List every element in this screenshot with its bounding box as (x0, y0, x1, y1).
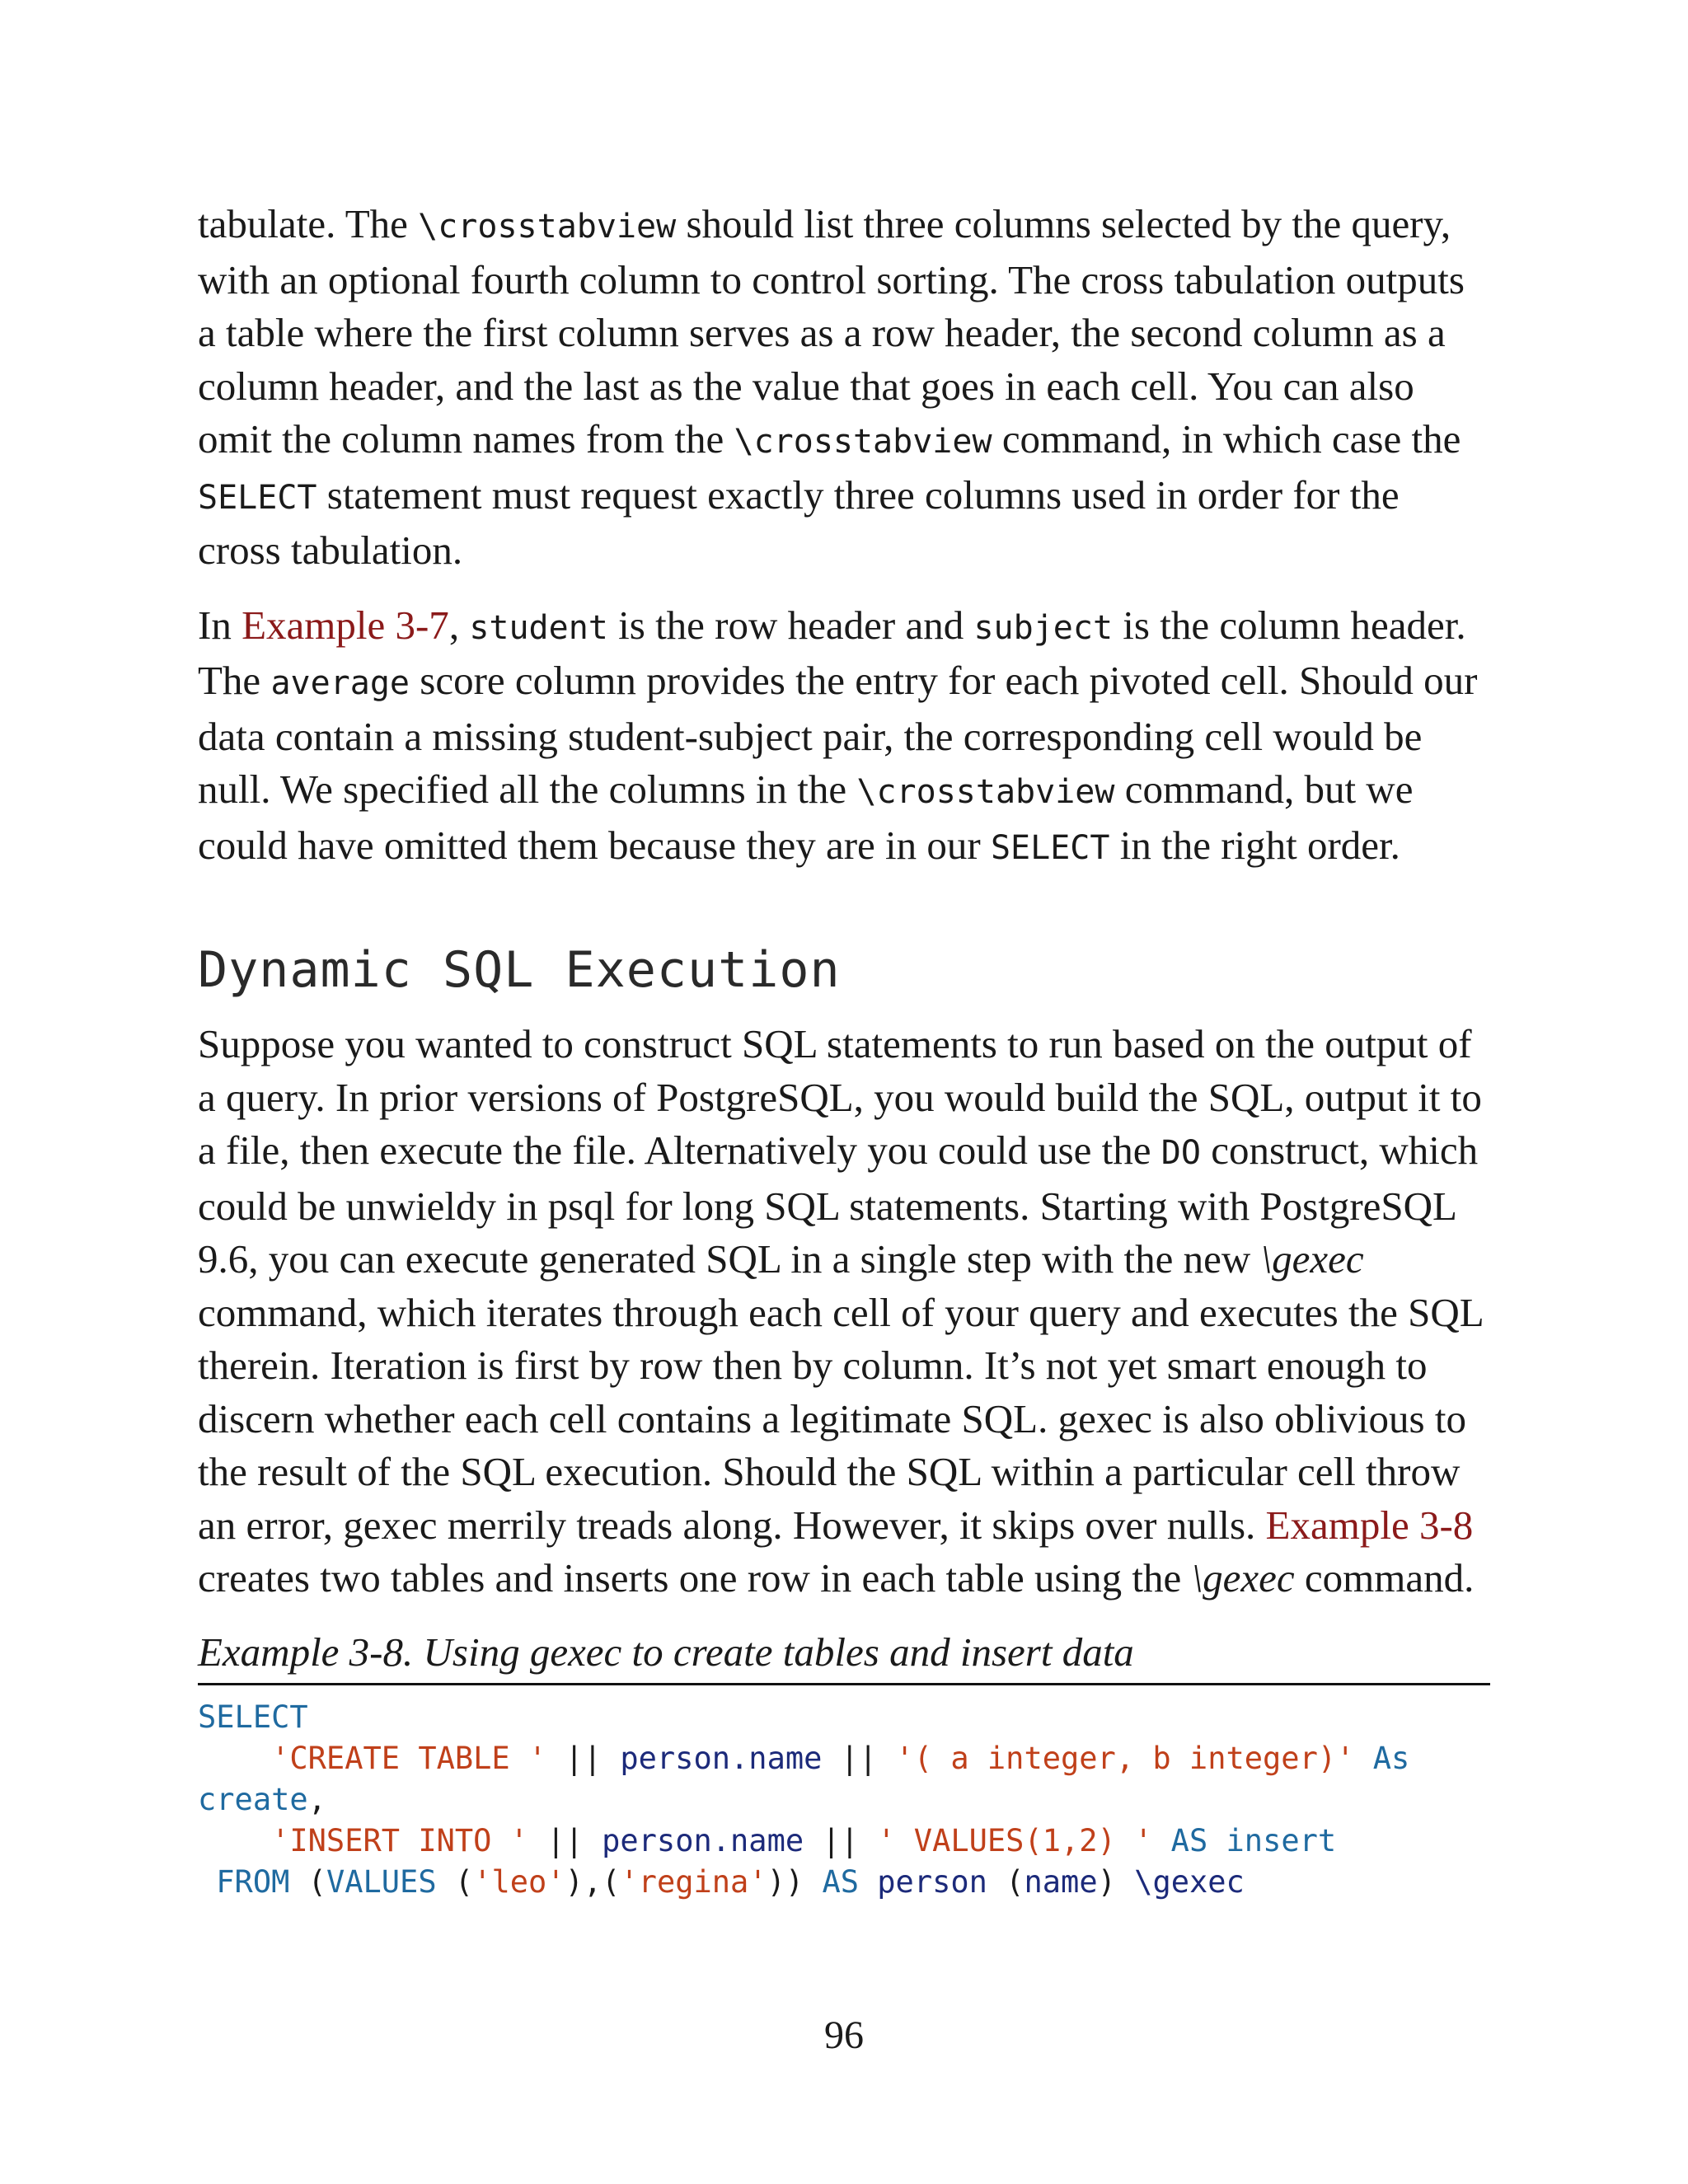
text-run: Suppose you wanted to construct SQL statements to run based on the output of a query. In prior versions of PostgreSQL, you would build the SQL, output it to a file, then execute the file. Alternatively you could use the (198, 1021, 1482, 1173)
code-operator: || (804, 1822, 878, 1858)
code-operator: || (822, 1740, 896, 1776)
code-punctuation: ( (436, 1863, 474, 1900)
text-run: in the right order. (1109, 822, 1400, 868)
code-keyword: FROM (216, 1863, 290, 1900)
code-string: 'INSERT INTO ' (271, 1822, 528, 1858)
code-indent (198, 1741, 271, 1776)
example-caption: Example 3-8. Using gexec to create tables and insert data (198, 1627, 1490, 1685)
inline-code: \crosstabview (856, 773, 1115, 811)
code-keyword: create (198, 1781, 308, 1817)
link-example-3-7[interactable]: Example 3-7 (241, 602, 449, 648)
text-run: statement must request exactly three columns used in order for the cross tabulation. (198, 471, 1400, 573)
text-run: , (448, 602, 470, 648)
code-punctuation: )) (767, 1863, 823, 1900)
page-number: 96 (824, 2013, 864, 2057)
emphasis-command: \gexec (1260, 1236, 1364, 1282)
emphasis-command: \gexec (1191, 1555, 1295, 1601)
code-space (1152, 1823, 1170, 1858)
code-operator: || (528, 1822, 603, 1858)
text-run: should list three columns selected by the query, with an optional fourth column to control sorting. The cross tabulation outputs a table where the first column serves as a row header, the second column as a column header, and the last as the value that goes in each cell. You can also omit the column names from the (198, 201, 1465, 462)
page-content (198, 198, 1490, 1903)
text-run: is the row header and (607, 602, 974, 648)
code-punctuation: ) (1097, 1863, 1135, 1900)
code-keyword: insert (1226, 1822, 1337, 1858)
code-punctuation: , (307, 1781, 326, 1817)
code-block (198, 1697, 1490, 1903)
code-string: '( a integer, b integer)' (895, 1740, 1355, 1776)
code-keyword: SELECT (198, 1699, 308, 1735)
code-punctuation: ( (987, 1863, 1025, 1900)
code-space (1207, 1823, 1226, 1858)
text-run: command, but we could have omitted them because they are in our (198, 766, 1414, 868)
code-string: 'leo' (473, 1863, 565, 1900)
inline-code: SELECT (198, 478, 317, 517)
text-run: In (198, 602, 242, 648)
code-keyword: As (1372, 1740, 1410, 1776)
inline-code: average (270, 664, 410, 702)
code-identifier: person.name (602, 1822, 804, 1858)
code-command: \gexec (1134, 1863, 1245, 1900)
paragraph-dynamic-sql (198, 1018, 1490, 1605)
code-string: ' VALUES(1,2) ' (877, 1822, 1153, 1858)
code-operator: || (546, 1740, 621, 1776)
code-space (1354, 1741, 1372, 1776)
link-example-3-8[interactable]: Example 3-8 (1265, 1502, 1474, 1548)
code-punctuation: ( (289, 1863, 326, 1900)
text-run: creates two tables and inserts one row in each table using the (198, 1555, 1192, 1601)
code-keyword: AS (1170, 1822, 1208, 1858)
text-run: command, which iterates through each cell of your query and executes the SQL therein. Iteration is first by row then by column. It’s not yet smart enough to discern whether each cell contains a legitimate SQL. gexec is also oblivious to the result of the SQL execution. Should the SQL within a particular cell throw an error, gexec merrily treads along. However, it skips over nulls. (198, 1289, 1483, 1548)
text-run: command, in which case the (992, 416, 1461, 462)
code-space (859, 1864, 877, 1900)
code-identifier: name (1024, 1863, 1098, 1900)
text-run: tabulate. The (198, 201, 419, 246)
inline-code: SELECT (990, 828, 1110, 867)
code-indent (198, 1864, 216, 1900)
inline-code: DO (1160, 1134, 1201, 1172)
paragraph-example-3-7-explanation (198, 599, 1490, 875)
text-run: score column provides the entry for each pivoted cell. Should our data contain a missing student-subject pair, the corresponding cell would be null. We specified all the columns in the (198, 658, 1478, 812)
code-string: 'CREATE TABLE ' (271, 1740, 547, 1776)
inline-code: student (469, 608, 608, 647)
code-keyword: VALUES (326, 1863, 437, 1900)
text-run: construct, which could be unwieldy in psql for long SQL statements. Starting with PostgreSQL 9.6, you can execute generated SQL in a single step with the new (198, 1127, 1479, 1282)
code-indent (198, 1823, 271, 1858)
code-identifier: person.name (620, 1740, 823, 1776)
code-punctuation: ),( (565, 1863, 621, 1900)
inline-code: \crosstabview (734, 423, 992, 461)
code-keyword: AS (822, 1863, 859, 1900)
text-run: command. (1294, 1555, 1475, 1601)
inline-code: subject (973, 608, 1114, 647)
paragraph-crosstab-intro (198, 198, 1490, 578)
inline-code: \crosstabview (418, 208, 677, 246)
code-string: 'regina' (620, 1863, 767, 1900)
code-identifier: person (877, 1863, 987, 1900)
text-run: is the column header. The (198, 602, 1466, 703)
section-heading: Dynamic SQL Execution (198, 941, 841, 999)
